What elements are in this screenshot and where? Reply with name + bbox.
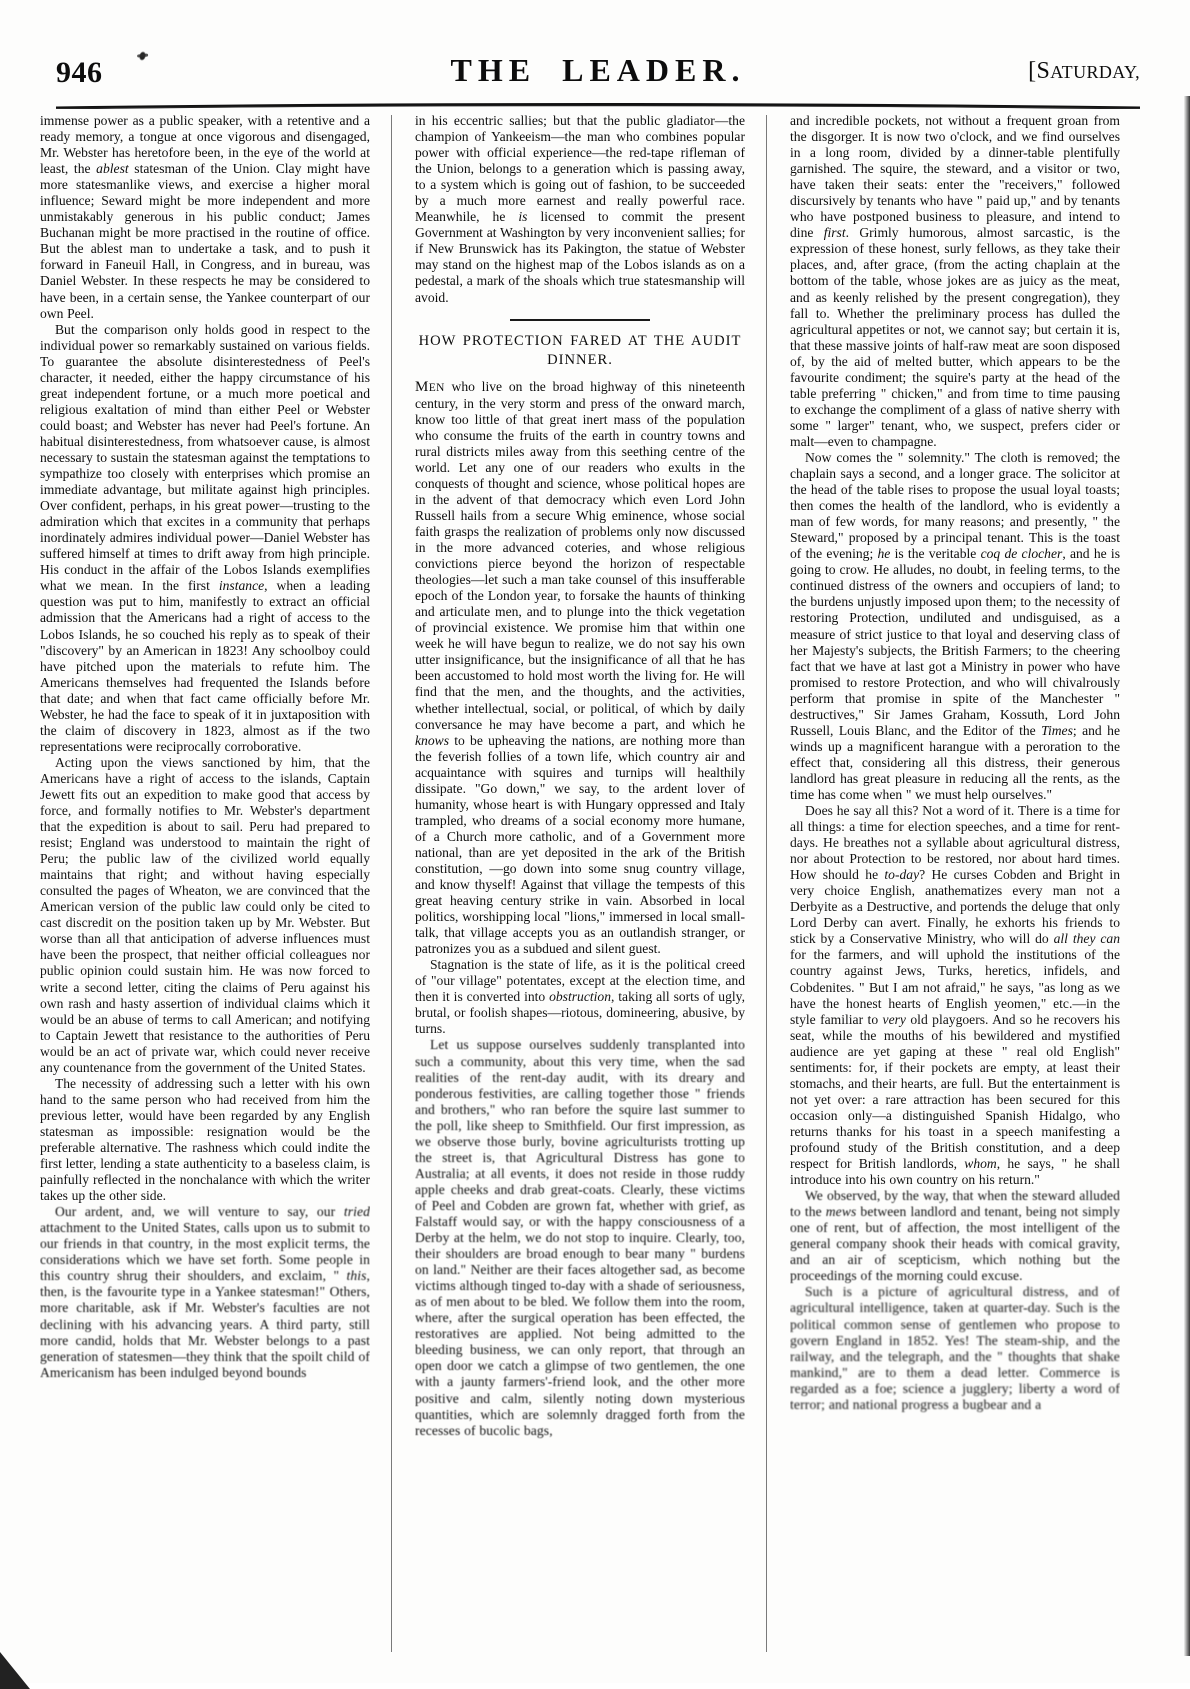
article-divider-rule	[510, 319, 650, 321]
masthead-bracket: [	[1028, 58, 1037, 84]
column-2	[415, 113, 745, 1658]
paragraph: Acting upon the views sanctioned by him, that the Americans have a right of access to the islands, Captain Jewett fits out an expedition to make good that access by force, and formally notifies to Mr. Webster's department that the expedition is about to sail. Peru had prepared to resist; England was understood to maintain the right of Peru; the public law of the civilized world equally maintains that right; and without having especially consulted the pages of Wheaton, we are convinced that the American version of the public law could only be cited to cast discredit on the position taken up by Mr. Webster. But worse than all that anticipation of adverse influences must have been the prospect, that neither official colleagues nor public opinion could sustain him. He was now forced to write a second letter, citing the claims of Peru against his own rash and hasty assertion of individual claims which it would be an abuse of terms to call American; and notifying to Captain Jewett that resistance to the authorities of Peru would be an act of private war, which could never receive any countenance from the government of the United States.	[40, 754, 370, 1075]
column-1	[40, 113, 370, 1658]
paragraph: MEN who live on the broad highway of this nineteenth century, in the very storm and press of the onward march, know too little of that great inert mass of the population who consume the fruits of the earth in country towns and rural districts miles away from this seething centre of the world. Let any one of our readers who exults in the conquests of thought and science, whose political hopes are in the advent of that democracy which even Lord John Russell hails from a secure Whig eminence, whose social faith grasps the realization of problems only now discussed in the more advanced coteries, and whose religious convictions pierce beyond the horizon of respectable theologies—let such a man take counsel of this insufferable epoch of the London year, to forsake the haunts of thinking and articulate men, and to plunge into the thick vegetation of provincial existence. We promise him that within one week he will have begun to realize, we do not say his own utter insignificance, but the insignificance of all that he has been accustomed to hold most worth the living for. He will find that the men, and the thoughts, and the activities, whether intellectual, social, or political, of which by daily conversance he may have become a part, and which he knows to be upheaving the nations, are nothing more than the feverish follies of a town life, which country air and acquaintance with squires and turnips will healthily dissipate. "Go down," we say, to the ardent lover of humanity, whose heart is with Hungary oppressed and Italy trampled, who dreams of a social economy more humane, of a Church more catholic, and of a Government more national, than are yet deposited in the ark of the British constitution, —go down into some snug country village, and know thyself! Against that village the tempests of this great heaving century strike in vain. Absorbed in local politics, worshipping local "lions," immersed in local small-talk, that village accepts you as an outlandish stranger, or patronizes you as a subdued and silent guest.	[415, 378, 745, 957]
masthead-day-initial: S	[1036, 58, 1051, 84]
paragraph: in his eccentric sallies; but that the public gladiator—the champion of Yankeeism—the man who combines popular power with official experience—the red-tape rifleman of the Union, belongs to a generation which is passing away, to a system which is going out of fashion, to be succeeded by a much more earnest and really powerful race. Meanwhile, he is licensed to commit the present Government at Washington by very inconvenient sallies; for if New Brunswick has its Pakington, the statue of Webster may stand on the highest map of the Lobos islands as on a pedestal, a mark of the shoals which true statesmanship will avoid.	[415, 113, 745, 305]
paragraph: The necessity of addressing such a letter with his own hand to the same person who had received from him the previous letter, would have been regarded by any English statesman as impossible: resignation would be the preferable alternative. The rashness which could indite the first letter, lending a state authenticity to a baseless claim, is painfully reflected in the nonchalance with which the writer takes up the other side.	[40, 1075, 370, 1204]
paragraph: Let us suppose ourselves suddenly transplanted into such a community, about this very time, when the sad realities of the rent-day audit, with its dreary and ponderous festivities, are calling together those " friends and brothers," who ran before the squire last summer to the poll, like sheep to Smithfield. Our first impression, as we observe those burly, bovine agriculturists trotting up the street is, that Agricultural Distress has gone to Australia; at all events, it does not reside in those ruddy apple cheeks and drab great-coats. Clearly, these victims of Peel and Cobden are grown fat, whether with grief, as Falstaff would say, or with the happy consciousness of a Derby at the helm, we do not stop to inquire. Clearly, too, their shoulders are broad enough to bear many " burdens on land." Neither are their faces altogether sad, as become victims although tinged to-day with a shade of seriousness, as of men about to be bled. We follow them into the room, where, after the surgical operation has been effected, the restoratives are applied. Not being admitted to the bleeding business, we can only report, that through an open door we catch a glimpse of two gentlemen, the one with a jaunty farmers'-friend look, and the other more positive and calm, silently noting down mysterious quantities, which are solemnly dragged forth from the recesses of bucolic bags,	[415, 1037, 745, 1438]
column-rule-2	[766, 115, 767, 1652]
masthead-rule	[56, 102, 1140, 109]
paragraph: We observed, by the way, that when the steward alluded to the mews between landlord and tenant, being not simply one of rent, but of affection, the most intelligent of the general company shook their heads with comical gravity, and an air of scepticism, which nothing but the proceedings of the morning could excuse.	[790, 1188, 1120, 1284]
masthead-day-smallcaps: ATURDAY,	[1050, 62, 1140, 82]
paragraph: But the comparison only holds good in respect to the individual power so remarkably sustained on various fields. To guarantee the absolute disinterestedness of Peel's character, it needed, either the happy circumstance of his great independent fortune, or a much more poetical and religious exaltation of mind than either Peel or Webster could boast; and Webster has never had Peel's fortune. An habitual disinterestedness, from whatsoever cause, is almost necessary to sustain the statesman against the temptations to sympathize too closely with enterprises which promise an immediate advantage, but militate against high principles. Over confident, perhaps, in his great power—trusting to the admiration which that excites in a community that perhaps inordinately admires individual power—Daniel Webster has suffered himself at times to drift away from high principle. His conduct in the affair of the Lobos Islands exemplifies what we mean. In the first instance, when a leading question was put to him, manifestly to extract an official admission that the Americans had a right of access to the Lobos Islands, he so couched his reply as to speak of their "discovery" by an American in 1823! Any schoolboy could have pitched upon the materials to refute him. The Americans themselves had frequented the Islands before that date; and when that fact came officially before Mr. Webster, he had the face to speak of it in juxtaposition with the claim of discovery in 1823, almost as if the two representations were reciprocally corroborative.	[40, 321, 370, 754]
article-heading: HOW PROTECTION FARED AT THE AUDIT DINNER.	[418, 332, 742, 368]
paragraph: Such is a picture of agricultural distress, and of agricultural intelligence, taken at quarter-day. Such is the political common sense of gentlemen who propose to govern England in 1852. Yes! The steam-ship, and the railway, and the telegraph, and the " thoughts that shake mankind," are to them a dead letter. Commerce is regarded as a foe; science a jugglery; liberty a word of terror; and national progress a bugbear and a	[790, 1284, 1120, 1412]
paragraph: and incredible pockets, not without a frequent groan from the disgorger. It is now two o'clock, and we find ourselves in a long room, divided by a dinner-table plentifully garnished. The squire, the steward, and a visitor or two, have taken their seats: enter the "receivers," followed discursively by tenants who have " paid up," and by tenants who have postponed business to pleasure, and intend to dine first. Grimly humorous, almost sarcastic, is the expression of these honest, surly fellows, as they take their places, and, after grace, (from the acting chaplain at the bottom of the table, whose jokes are as juicy as the meat, and as keenly relished by the present congregation), they fall to. Whether the preliminary process has dulled the agricultural appetites or not, we cannot say; but certain it is, that these massive joints of half-raw meat are soon disposed of, by the aid of melted butter, which appears to be the favourite condiment; the squire's party at the head of the table preferring " chicken," and from time to time pausing to exchange the compliment of a glass of native sherry with some " larger" tenant, who, we suspect, prefers cider or malt—even to champagne.	[790, 113, 1120, 449]
scan-edge-shadow	[1184, 96, 1190, 1656]
page-folio-number: 946	[56, 56, 103, 89]
paragraph: Our ardent, and, we will venture to say, our tried attachment to the United States, calls upon us to submit to our friends in that country, in the most explicit terms, the considerations which we have set forth. Some people in this country shrug their shoulders, and exclaim, " this, then, is the favourite type in a Yankee statesman!" Others, more charitable, ask if Mr. Webster's faculties are not declining with his advancing years. A third party, still more candid, holds that Mr. Webster belongs to a past generation of statesmen—they think that the spoilt child of Americanism has been indulged beyond bounds	[40, 1204, 370, 1380]
paragraph: Does he say all this? Not a word of it. There is a time for all things: a time for election speeches, and a time for rent-days. He breathes not a syllable about agricultural distress, nor about Protection to be restored, nor about hard times. How should he to-day? He curses Cobden and Bright in very choice English, anathematizes every man not a Derbyite as a Destructive, and portends the deluge that only Lord Derby can avert. Finally, he exhorts his friends to stick by a Conservative Ministry, who will do all they can for the farmers, and will uphold the institutions of the country against Jews, Turks, heretics, infidels, and Cobdenites. " But I am not afraid," he says, "as long as we have the honest hearts of English yeomen," etc.—in the style familiar to very old playgoers. And so he recovers his seat, while the mouths of his bewildered and mystified audience are yet gaping at these " real old English" sentiments: for, if their pockets are empty, at least their stomachs, and their hearts, are full. But the entertainment is not yet over: a rare attraction has been secured for this occasion only—a distinguished Spanish Hidalgo, who returns thanks for his toast in a speech manifesting a profound study of the British constitution, and a deep respect for British landlords, whom, he says, " he shall introduce into his own country on his return."	[790, 803, 1120, 1188]
paragraph: immense power as a public speaker, with a retentive and a ready memory, a tongue at once vigorous and disengaged, Mr. Webster has heretofore been, in the eye of the world at least, the ablest statesman of the Union. Clay might have more statesmanlike views, and exercise a higher moral influence; Seward might be more independent and more unmistakably generous in his public conduct; James Buchanan might be more practised in the routine of office. But the ablest man to undertake a task, and to push it forward in Faneuil Hall, in Congress, and in bureau, was Daniel Webster. In these respects he may be considered to have been, in a certain sense, the Yankee counterpart of our own Peel.	[40, 113, 370, 321]
masthead-weekday	[1028, 58, 1140, 85]
column-grid	[40, 113, 1150, 1658]
masthead-title: THE LEADER.	[450, 52, 746, 88]
masthead	[56, 52, 1140, 96]
column-3	[790, 113, 1120, 1658]
column-rule-1	[391, 115, 392, 1652]
paragraph: Stagnation is the state of life, as it is the political creed of "our village" potentates, except at the election time, and then it is converted into obstruction, taking all sorts of ugly, brutal, or foolish shapes—riotous, domineering, abusive, by turns.	[415, 957, 745, 1037]
paragraph: Now comes the " solemnity." The cloth is removed; the chaplain says a second, and a longer grace. The solicitor at the head of the table rises to propose the usual loyal toasts; then comes the health of the landlord, who is evidently a man of few words, for many reasons; and presently, " the Steward," proposed by a principal tenant. This is the toast of the evening; he is the veritable coq de clocher, and he is going to crow. He alludes, no doubt, in feeling terms, to the continued distress of the owners and occupiers of land; to the burdens unjustly imposed upon them; to the necessity of restoring Protection, undiluted and undisguised, as a measure of strict justice to that loyal and deserving class of her Majesty's subjects, the British Farmers; to the cheering fact that we have at last got a Ministry in power who have promised to restore Protection, and who will chivalrously perform that promise in spite of the Manchester " destructives," Sir James Graham, Kossuth, Lord John Russell, Louis Blanc, and the Editor of the Times; and he winds up a magnificent harangue with a peroration to the effect that, considering all this distress, their generous landlord has great pleasure in reducing all the rents, as the time has come when " we must help ourselves."	[790, 449, 1120, 802]
